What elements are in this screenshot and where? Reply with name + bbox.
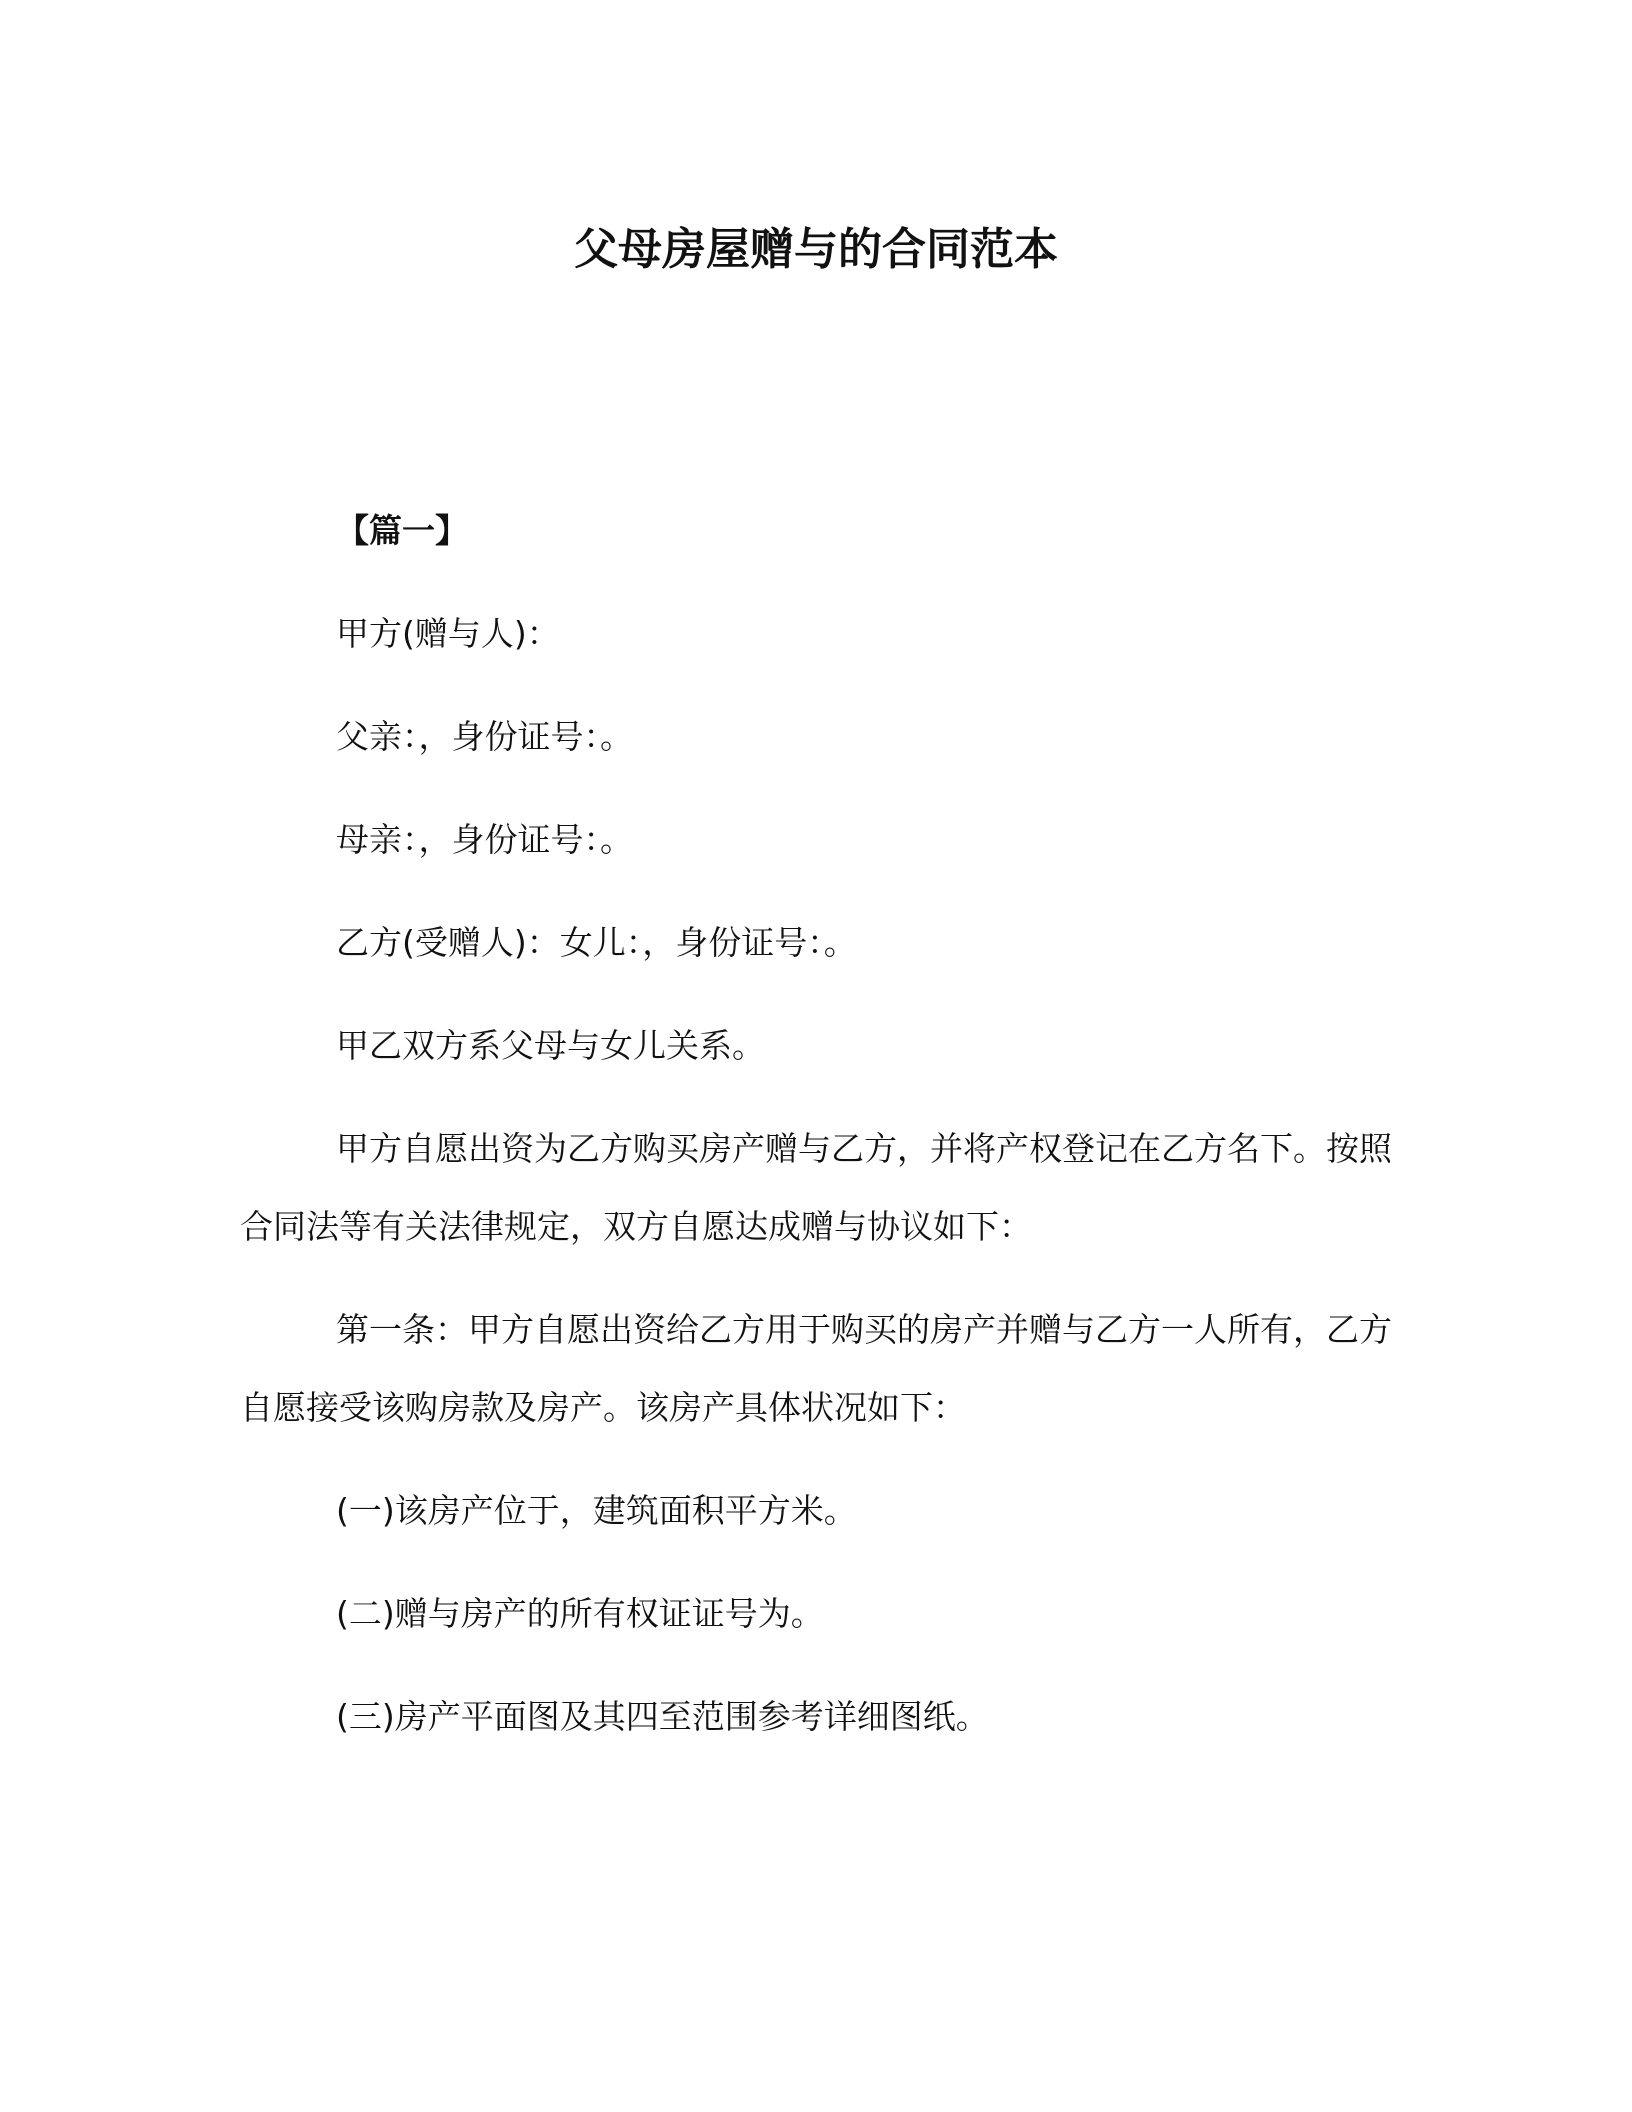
gift-statement: 甲方自愿出资为乙方购买房产赠与乙方，并将产权登记在乙方名下。按照合同法等有关法律规定，双方自愿达成赠与协议如下： xyxy=(240,1129,1392,1246)
document-title: 父母房屋赠与的合同范本 xyxy=(574,224,1058,275)
property-location: (一)该房产位于，建筑面积平方米。 xyxy=(336,1491,857,1530)
party-b-info: 乙方(受赠人)：女儿：，身份证号：。 xyxy=(336,923,857,962)
property-certificate: (二)赠与房产的所有权证证号为。 xyxy=(336,1594,824,1633)
article-one: 第一条：甲方自愿出资给乙方用于购买的房产并赠与乙方一人所有，乙方自愿接受该购房款及房产。该房产具体状况如下： xyxy=(240,1310,1392,1427)
father-info: 父亲：，身份证号：。 xyxy=(336,717,633,756)
mother-info: 母亲：，身份证号：。 xyxy=(336,820,633,859)
relationship-statement: 甲乙双方系父母与女儿关系。 xyxy=(336,1026,765,1065)
property-floorplan: (三)房产平面图及其四至范围参考详细图纸。 xyxy=(336,1697,989,1736)
section-heading: 【篇一】 xyxy=(336,511,468,550)
document-body xyxy=(240,492,1392,1781)
party-a-label: 甲方(赠与人)： xyxy=(336,614,560,653)
